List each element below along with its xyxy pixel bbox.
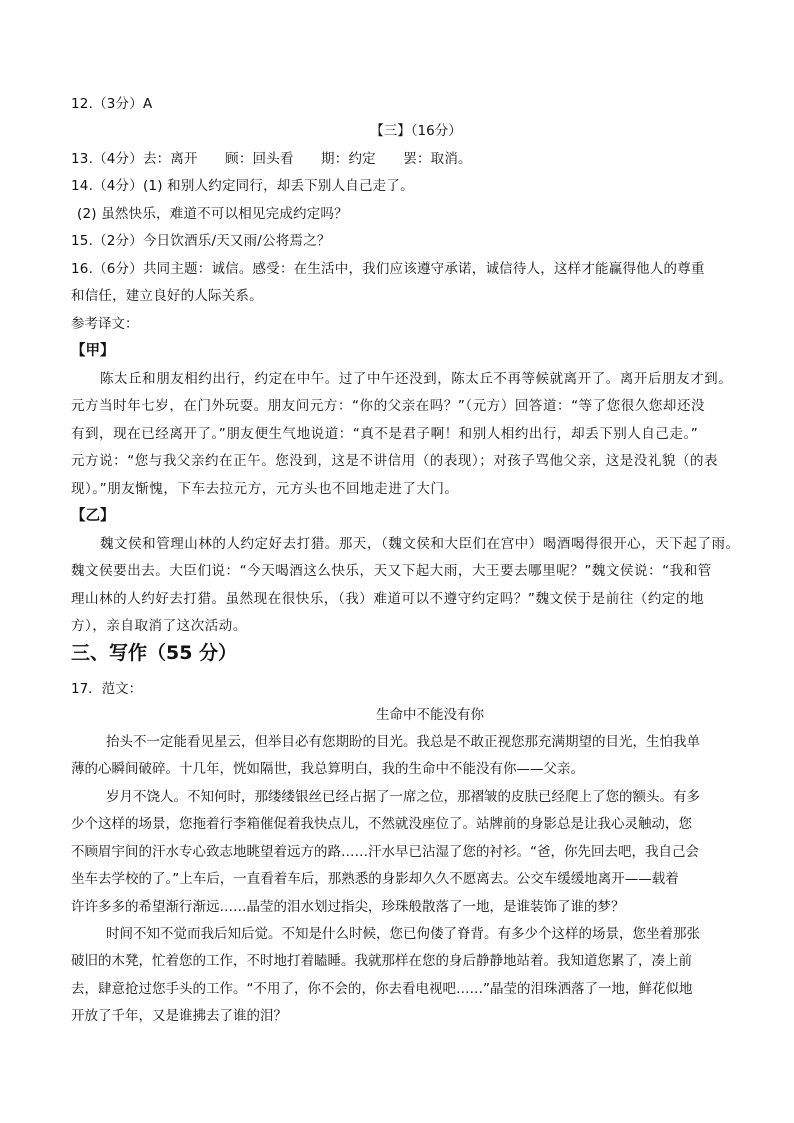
essay-line: 薄的心瞬间破碎。十几年，恍如隔世，我总算明白，我的生命中不能没有你——父亲。 — [71, 761, 584, 777]
writing-section-title: 三、写作（55 分） — [71, 642, 238, 664]
answer-q13: 13.（4分）去：离开 顾：回头看 期：约定 罢：取消。 — [71, 151, 472, 167]
essay-title: 生命中不能没有你 — [376, 707, 484, 723]
jia-line: 陈太丘和朋友相约出行，约定在中午。过了中午还没到，陈太丘不再等候就离开了。离开后朋友才到。 — [100, 371, 733, 387]
jia-label: 【甲】 — [71, 343, 115, 359]
essay-line: 破旧的木凳，忙着您的工作，不时地打着瞌睡。我就那样在您的身后静静地站着。我知道您累了，凑上前 — [71, 953, 692, 969]
translation-heading: 参考译文： — [71, 316, 139, 332]
essay-line: 去，肆意抢过您手头的工作。“不用了，你不会的，你去看电视吧……”晶莹的泪珠洒落了一地，鲜花似地 — [71, 981, 693, 997]
essay-line: 许许多多的希望渐行渐远……晶莹的泪水划过指尖，珍珠般散落了一地，是谁装饰了谁的梦？ — [71, 899, 625, 915]
jia-line: 元方当时年七岁，在门外玩耍。朋友问元方：“你的父亲在吗？”（元方）回答道：“等了您很久您却还没 — [71, 398, 706, 414]
essay-line: 坐车去学校的了。”上车后，一直看着车后，那熟悉的身影却久久不愿离去。公交车缓缓地离开——载着 — [71, 871, 679, 887]
answer-q15: 15.（2分）今日饮酒乐/天又雨/公将焉之？ — [71, 233, 331, 249]
yi-line: 方），亲自取消了这次活动。 — [71, 618, 247, 634]
essay-line: 不顾眉宇间的汗水专心致志地眺望着远方的路……汗水早已沾湿了您的衬衫。“爸，你先回去吧，我自己会 — [71, 844, 699, 860]
essay-line: 抬头不一定能看见星云，但举目必有您期盼的目光。我总是不敢正视您那充满期望的目光，生怕我单 — [106, 734, 700, 750]
yi-line: 魏文侯要出去。大臣们说：“今天喝酒这么快乐，天又下起大雨，大王要去哪里呢？”魏文侯说：“我和管 — [71, 563, 712, 579]
jia-line: 有到，现在已经离开了。”朋友便生气地说道：“真不是君子啊！和别人相约出行，却丢下别人自己走。” — [71, 426, 699, 442]
answer-q12: 12.（3分）A — [71, 96, 153, 112]
answer-q16-line2: 和信任，建立良好的人际关系。 — [71, 288, 263, 304]
yi-label: 【乙】 — [71, 508, 115, 524]
essay-line: 时间不知不觉而我后知后觉。不知是什么时候，您已佝偻了脊背。有多少个这样的场景，您坐着那张 — [106, 926, 700, 942]
yi-line: 魏文侯和管理山林的人约定好去打猎。那天，（魏文侯和大臣们在宫中）喝酒喝得很开心，天下起了雨。 — [100, 536, 740, 552]
yi-line: 理山林的人约好去打猎。虽然现在很快乐，（我）难道可以不遵守约定吗？”魏文侯于是前往（约定的地 — [71, 591, 705, 607]
part3-header: 【三】（16分） — [370, 123, 462, 139]
essay-line: 少个这样的场景，您拖着行李箱催促着我快点儿，不然就没座位了。站牌前的身影总是让我心灵触动，您 — [71, 816, 692, 832]
essay-line: 开放了千年，又是谁拂去了谁的泪？ — [71, 1008, 287, 1024]
answer-q14-line2: (2) 虽然快乐，难道不可以相见完成约定吗？ — [77, 206, 348, 222]
jia-line: 元方说：“您与我父亲约在正午。您没到，这是不讲信用（的表现）；对孩子骂他父亲，这是没礼貌（的表 — [71, 453, 719, 469]
jia-line: 现）。”朋友惭愧，下车去拉元方，元方头也不回地走进了大门。 — [71, 481, 459, 497]
answer-q14-line1: 14.（4分）(1) 和别人约定同行，却丢下别人自己走了。 — [71, 178, 414, 194]
essay-line: 岁月不饶人。不知何时，那缕缕银丝已经占据了一席之位，那褶皱的皮肤已经爬上了您的额头。有多 — [106, 789, 700, 805]
q17-label: 17．范文： — [71, 681, 143, 697]
answer-q16-line1: 16.（6分）共同主题：诚信。感受：在生活中，我们应该遵守承诺，诚信待人，这样才能赢得他人的尊重 — [71, 261, 705, 277]
